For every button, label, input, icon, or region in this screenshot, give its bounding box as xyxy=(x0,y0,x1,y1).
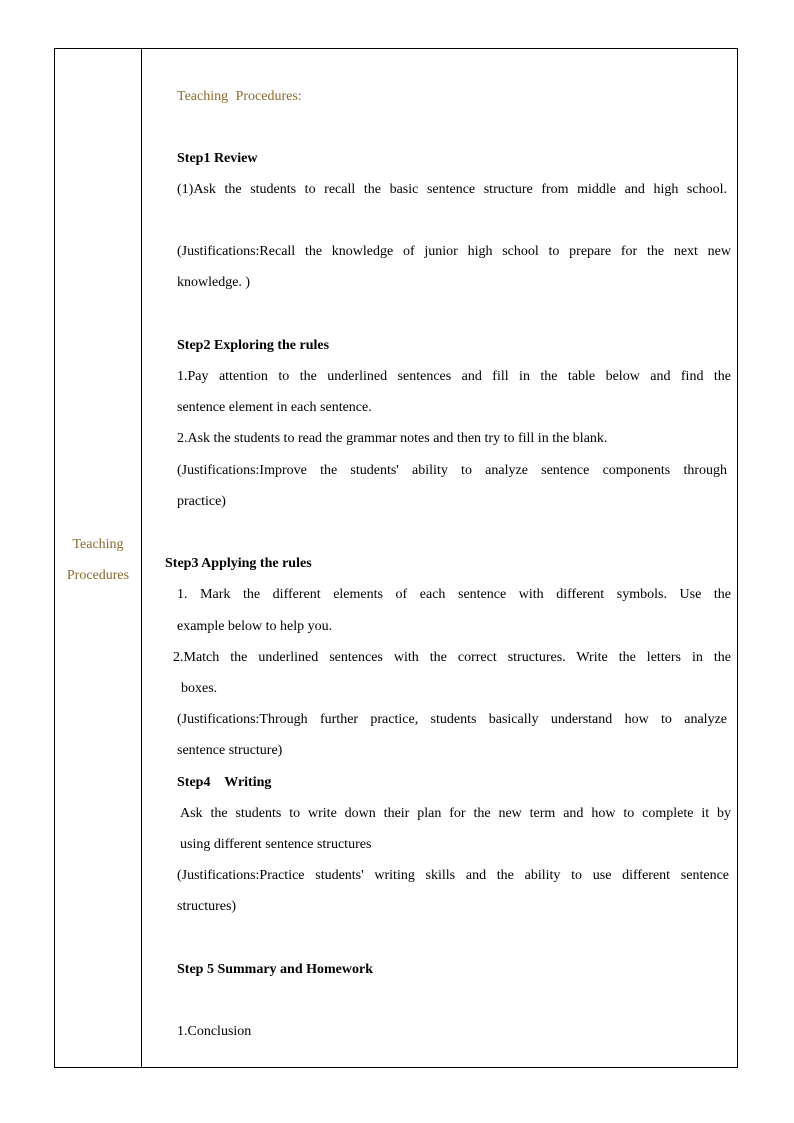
step5-title: Step 5 Summary and Homework xyxy=(177,962,374,977)
step3-justification-line-2: sentence structure) xyxy=(177,743,283,758)
step1-justification-line-2: knowledge. ) xyxy=(177,275,251,290)
step4-justification-line-2: structures) xyxy=(177,899,237,914)
step1-title: Step1 Review xyxy=(177,151,258,166)
row-label-line-2: Procedures xyxy=(66,568,130,583)
step2-justification-line-1: (Justifications:Improve the students' ability to analyze sentence components through xyxy=(177,463,727,478)
step5-item-1: 1.Conclusion xyxy=(177,1024,252,1039)
step3-item-2-line-1: 2.Match the underlined sentences with the correct structures. Write the letters in the xyxy=(173,650,731,665)
step2-title: Step2 Exploring the rules xyxy=(177,338,330,353)
step1-item-1: (1)Ask the students to recall the basic sentence structure from middle and high school. xyxy=(177,182,727,197)
step3-item-1-line-2: example below to help you. xyxy=(177,619,333,634)
row-label-line-1: Teaching xyxy=(72,537,124,552)
step4-justification-line-1: (Justifications:Practice students' writing skills and the ability to use different sentence xyxy=(177,868,729,883)
step4-item-1-line-2: using different sentence structures xyxy=(180,837,372,852)
lesson-plan-table xyxy=(54,48,738,1068)
step3-item-1-line-1: 1. Mark the different elements of each sentence with different symbols. Use the xyxy=(177,587,731,602)
step2-item-2: 2.Ask the students to read the grammar notes and then try to fill in the blank. xyxy=(177,431,608,446)
step4-title: Step4 Writing xyxy=(177,775,272,790)
step1-justification-line-1: (Justifications:Recall the knowledge of junior high school to prepare for the next new xyxy=(177,244,731,259)
step2-item-1-line-2: sentence element in each sentence. xyxy=(177,400,372,415)
step2-justification-line-2: practice) xyxy=(177,494,226,509)
step4-item-1-line-1: Ask the students to write down their plan for the new term and how to complete it by xyxy=(180,806,731,821)
procedures-heading: Teaching Procedures: xyxy=(177,89,302,104)
step3-title: Step3 Applying the rules xyxy=(165,556,312,571)
step3-item-2-line-2: boxes. xyxy=(181,681,218,696)
step3-justification-line-1: (Justifications:Through further practice, students basically understand how to analyze xyxy=(177,712,727,727)
step2-item-1-line-1: 1.Pay attention to the underlined sentences and fill in the table below and find the xyxy=(177,369,731,384)
procedures-cell xyxy=(55,49,737,1067)
